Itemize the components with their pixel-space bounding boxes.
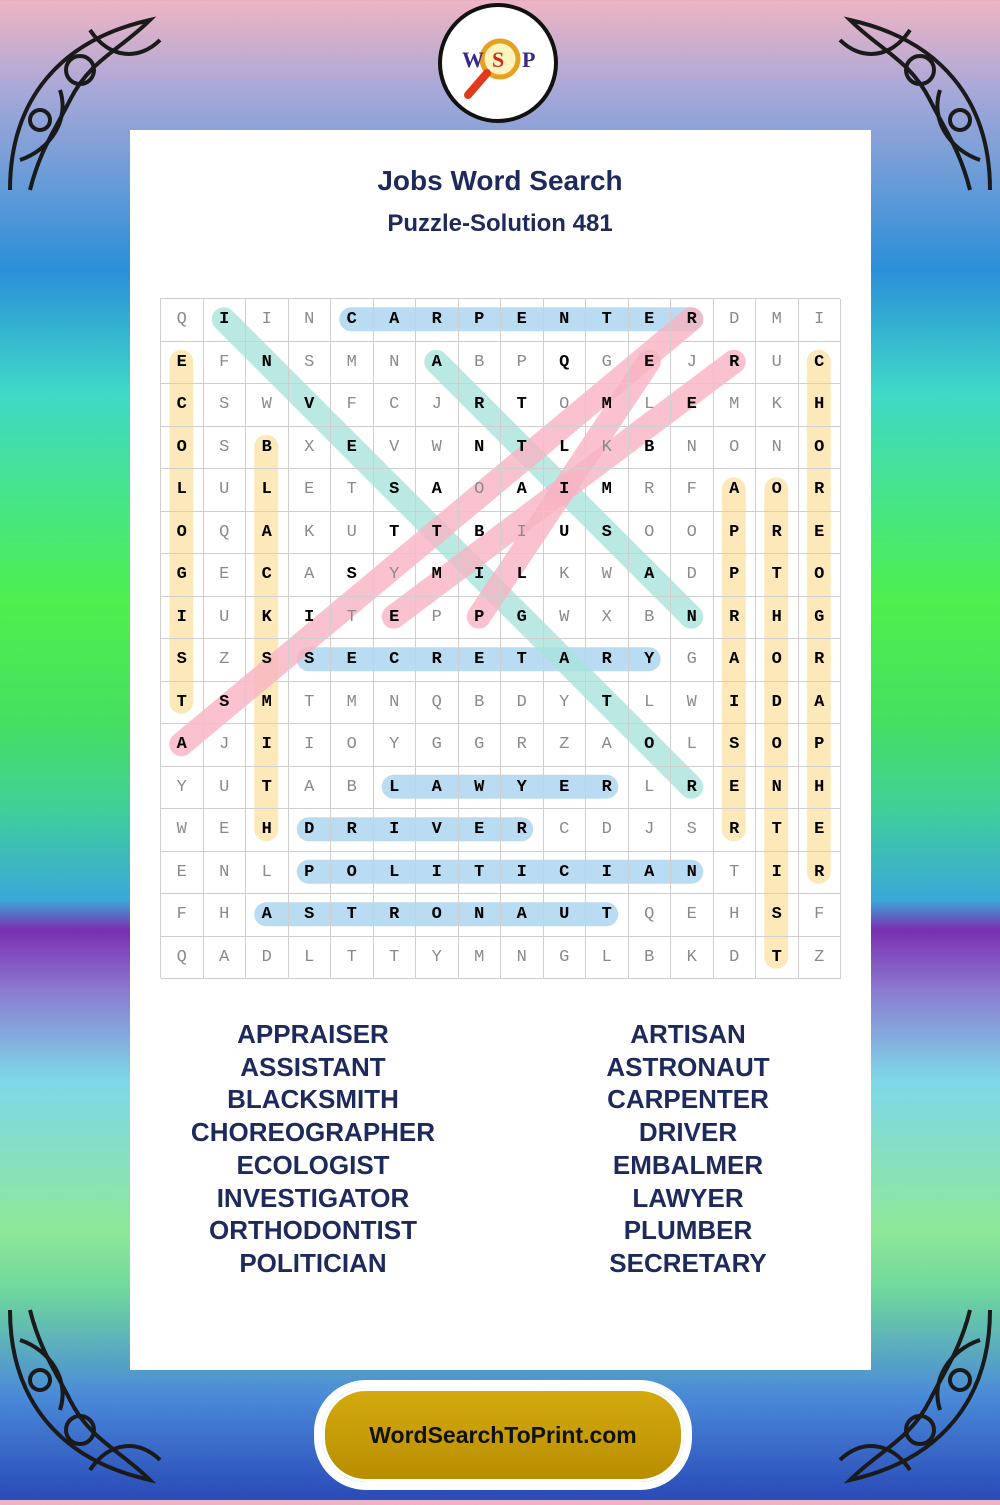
- grid-cell[interactable]: O: [714, 427, 757, 470]
- grid-cell[interactable]: D: [756, 682, 799, 725]
- grid-cell[interactable]: I: [544, 469, 587, 512]
- grid-cell[interactable]: M: [756, 299, 799, 342]
- grid-cell[interactable]: F: [331, 384, 374, 427]
- grid-cell[interactable]: M: [586, 469, 629, 512]
- grid-cell[interactable]: R: [501, 809, 544, 852]
- word-list-item: LAWYER: [632, 1182, 744, 1213]
- wsp-logo[interactable]: [438, 3, 558, 123]
- grid-cell[interactable]: Y: [501, 767, 544, 810]
- grid-cell[interactable]: Y: [161, 767, 204, 810]
- grid-cell[interactable]: J: [629, 809, 672, 852]
- grid-cell[interactable]: T: [374, 937, 417, 980]
- grid-cell[interactable]: D: [714, 937, 757, 980]
- grid-cell[interactable]: R: [501, 724, 544, 767]
- grid-cell[interactable]: O: [331, 852, 374, 895]
- grid-cell[interactable]: Y: [544, 682, 587, 725]
- grid-cell[interactable]: E: [799, 809, 842, 852]
- grid-cell[interactable]: H: [799, 384, 842, 427]
- grid-cell[interactable]: E: [459, 639, 502, 682]
- grid-cell[interactable]: A: [289, 767, 332, 810]
- grid-cell[interactable]: E: [204, 554, 247, 597]
- grid-cell[interactable]: T: [756, 554, 799, 597]
- grid-cell[interactable]: H: [246, 809, 289, 852]
- grid-cell[interactable]: A: [799, 682, 842, 725]
- grid-cell[interactable]: G: [586, 342, 629, 385]
- grid-cell[interactable]: L: [629, 767, 672, 810]
- grid-cell[interactable]: Q: [161, 937, 204, 980]
- grid-cell[interactable]: R: [671, 767, 714, 810]
- grid-cell[interactable]: X: [586, 597, 629, 640]
- word-list-right: [523, 1018, 853, 1280]
- grid-cell[interactable]: A: [161, 724, 204, 767]
- grid-cell[interactable]: S: [714, 724, 757, 767]
- logo-letter-w: W: [462, 47, 484, 72]
- word-list-item: INVESTIGATOR: [216, 1182, 410, 1213]
- grid-cell[interactable]: N: [671, 852, 714, 895]
- grid-cell[interactable]: C: [799, 342, 842, 385]
- grid-cell[interactable]: P: [289, 852, 332, 895]
- grid-cell[interactable]: H: [714, 894, 757, 937]
- grid-cell[interactable]: A: [714, 469, 757, 512]
- grid-cell[interactable]: T: [501, 427, 544, 470]
- grid-cell[interactable]: T: [331, 597, 374, 640]
- grid-cell[interactable]: I: [374, 809, 417, 852]
- grid-cell[interactable]: K: [586, 427, 629, 470]
- grid-cell[interactable]: P: [459, 597, 502, 640]
- grid-cell[interactable]: A: [246, 512, 289, 555]
- word-list-item: DRIVER: [638, 1117, 738, 1148]
- grid-cell[interactable]: E: [374, 597, 417, 640]
- grid-cell[interactable]: S: [289, 342, 332, 385]
- grid-cell[interactable]: N: [501, 937, 544, 980]
- grid-cell[interactable]: A: [501, 469, 544, 512]
- grid-cell[interactable]: S: [289, 639, 332, 682]
- grid-cell[interactable]: J: [204, 724, 247, 767]
- grid-cell[interactable]: G: [799, 597, 842, 640]
- grid-cell[interactable]: A: [416, 342, 459, 385]
- grid-cell[interactable]: D: [289, 809, 332, 852]
- grid-cell[interactable]: P: [714, 554, 757, 597]
- grid-cell[interactable]: L: [544, 427, 587, 470]
- word-list-item: BLACKSMITH: [227, 1084, 399, 1115]
- grid-cell[interactable]: S: [374, 469, 417, 512]
- grid-cell[interactable]: M: [331, 682, 374, 725]
- grid-cell[interactable]: L: [671, 724, 714, 767]
- grid-cell[interactable]: L: [374, 767, 417, 810]
- grid-cell[interactable]: B: [629, 597, 672, 640]
- grid-cell[interactable]: S: [204, 682, 247, 725]
- grid-cell[interactable]: S: [161, 639, 204, 682]
- grid-cell[interactable]: A: [246, 894, 289, 937]
- grid-cell[interactable]: P: [714, 512, 757, 555]
- grid-cell[interactable]: C: [374, 639, 417, 682]
- grid-cell[interactable]: T: [756, 809, 799, 852]
- grid-cell[interactable]: T: [161, 682, 204, 725]
- grid-cell[interactable]: A: [289, 554, 332, 597]
- grid-cell[interactable]: B: [459, 512, 502, 555]
- grid-cell[interactable]: R: [714, 342, 757, 385]
- grid-cell[interactable]: O: [161, 427, 204, 470]
- grid-cell[interactable]: O: [629, 512, 672, 555]
- grid-cell[interactable]: R: [416, 299, 459, 342]
- grid-cell[interactable]: I: [586, 852, 629, 895]
- grid-cell[interactable]: O: [416, 894, 459, 937]
- grid-cell[interactable]: E: [629, 342, 672, 385]
- grid-cell[interactable]: R: [756, 512, 799, 555]
- grid-cell[interactable]: A: [374, 299, 417, 342]
- grid-cell[interactable]: L: [246, 852, 289, 895]
- grid-cell[interactable]: I: [246, 299, 289, 342]
- grid-cell[interactable]: B: [629, 937, 672, 980]
- grid-cell[interactable]: T: [586, 894, 629, 937]
- grid-cell[interactable]: I: [204, 299, 247, 342]
- grid-cell[interactable]: F: [671, 469, 714, 512]
- grid-cell[interactable]: L: [246, 469, 289, 512]
- grid-cell[interactable]: M: [459, 937, 502, 980]
- grid-cell[interactable]: S: [204, 384, 247, 427]
- grid-cell[interactable]: T: [586, 682, 629, 725]
- word-list-item: ECOLOGIST: [236, 1149, 390, 1180]
- grid-cell[interactable]: S: [289, 894, 332, 937]
- grid-cell[interactable]: C: [544, 809, 587, 852]
- grid-cell[interactable]: F: [799, 894, 842, 937]
- word-list-item: CHOREOGRAPHER: [190, 1117, 436, 1148]
- word-list-item: EMBALMER: [612, 1149, 764, 1180]
- grid-cell[interactable]: F: [204, 342, 247, 385]
- grid-cell[interactable]: A: [416, 767, 459, 810]
- grid-cell[interactable]: T: [416, 512, 459, 555]
- grid-cell[interactable]: A: [544, 639, 587, 682]
- grid-cell[interactable]: T: [714, 852, 757, 895]
- grid-cell[interactable]: T: [331, 469, 374, 512]
- grid-cell[interactable]: W: [161, 809, 204, 852]
- grid-cell[interactable]: S: [204, 427, 247, 470]
- grid-cell[interactable]: Z: [544, 724, 587, 767]
- logo-letter-s: S: [492, 47, 505, 72]
- grid-cell[interactable]: O: [459, 469, 502, 512]
- word-list-item: SECRETARY: [609, 1247, 767, 1278]
- word-list-item: POLITICIAN: [239, 1247, 387, 1278]
- grid-cell[interactable]: U: [544, 512, 587, 555]
- grid-cell[interactable]: T: [501, 384, 544, 427]
- grid-cell[interactable]: T: [331, 937, 374, 980]
- page-subtitle: Puzzle-Solution 481: [387, 210, 613, 237]
- grid-cell[interactable]: E: [714, 767, 757, 810]
- grid-cell[interactable]: I: [289, 597, 332, 640]
- grid-cell[interactable]: Y: [629, 639, 672, 682]
- grid-cell[interactable]: B: [246, 427, 289, 470]
- grid-cell[interactable]: T: [289, 682, 332, 725]
- grid-cell[interactable]: D: [586, 809, 629, 852]
- grid-cell[interactable]: L: [161, 469, 204, 512]
- grid-cell[interactable]: S: [671, 809, 714, 852]
- grid-cell[interactable]: B: [459, 342, 502, 385]
- grid-cell[interactable]: Z: [204, 639, 247, 682]
- grid-cell[interactable]: R: [331, 809, 374, 852]
- grid-cell[interactable]: N: [289, 299, 332, 342]
- grid-cell[interactable]: G: [416, 724, 459, 767]
- grid-cell[interactable]: R: [799, 469, 842, 512]
- grid-cell[interactable]: A: [586, 724, 629, 767]
- grid-cell[interactable]: U: [544, 894, 587, 937]
- grid-cell[interactable]: L: [289, 937, 332, 980]
- grid-cell[interactable]: G: [544, 937, 587, 980]
- grid-cell[interactable]: E: [671, 894, 714, 937]
- grid-cell[interactable]: D: [501, 682, 544, 725]
- grid-cell[interactable]: I: [714, 682, 757, 725]
- grid-cell[interactable]: G: [161, 554, 204, 597]
- grid-cell[interactable]: C: [161, 384, 204, 427]
- grid-cell[interactable]: C: [374, 384, 417, 427]
- grid-cell[interactable]: N: [374, 342, 417, 385]
- grid-cell[interactable]: K: [246, 597, 289, 640]
- grid-cell[interactable]: M: [331, 342, 374, 385]
- grid-cell[interactable]: V: [416, 809, 459, 852]
- grid-cell[interactable]: T: [246, 767, 289, 810]
- site-link-button[interactable]: WordSearchToPrint.com: [322, 1388, 684, 1482]
- grid-cell[interactable]: V: [374, 427, 417, 470]
- grid-cell[interactable]: P: [501, 342, 544, 385]
- grid-cell[interactable]: I: [459, 554, 502, 597]
- letter-grid: [160, 298, 840, 978]
- grid-cell[interactable]: J: [416, 384, 459, 427]
- grid-cell[interactable]: O: [331, 724, 374, 767]
- grid-cell[interactable]: A: [204, 937, 247, 980]
- grid-cell[interactable]: N: [671, 597, 714, 640]
- grid-cell[interactable]: Q: [416, 682, 459, 725]
- grid-cell[interactable]: W: [416, 427, 459, 470]
- grid-cell[interactable]: D: [714, 299, 757, 342]
- grid-cell[interactable]: A: [629, 852, 672, 895]
- grid-cell[interactable]: R: [629, 469, 672, 512]
- word-list-item: CARPENTER: [607, 1084, 769, 1115]
- grid-cell[interactable]: O: [756, 469, 799, 512]
- grid-cell[interactable]: U: [204, 469, 247, 512]
- grid-cell[interactable]: I: [289, 724, 332, 767]
- grid-cell[interactable]: Z: [799, 937, 842, 980]
- grid-cell[interactable]: E: [799, 512, 842, 555]
- grid-cell[interactable]: N: [246, 342, 289, 385]
- grid-cell[interactable]: H: [756, 597, 799, 640]
- grid-cell[interactable]: W: [459, 767, 502, 810]
- page-title: Jobs Word Search: [377, 165, 623, 196]
- grid-cell[interactable]: G: [671, 639, 714, 682]
- magnifier-logo-icon: [442, 7, 554, 119]
- grid-cell[interactable]: R: [671, 299, 714, 342]
- word-list-item: APPRAISER: [237, 1019, 389, 1049]
- grid-cell[interactable]: E: [289, 469, 332, 512]
- grid-cell[interactable]: E: [544, 767, 587, 810]
- grid-cell[interactable]: I: [246, 724, 289, 767]
- grid-cell[interactable]: K: [289, 512, 332, 555]
- grid-cell[interactable]: W: [246, 384, 289, 427]
- grid-cell[interactable]: A: [416, 469, 459, 512]
- grid-cell[interactable]: L: [501, 554, 544, 597]
- grid-cell[interactable]: A: [714, 639, 757, 682]
- grid-cell[interactable]: S: [586, 512, 629, 555]
- grid-cell[interactable]: D: [671, 554, 714, 597]
- grid-cell[interactable]: B: [629, 427, 672, 470]
- grid-cell[interactable]: E: [161, 852, 204, 895]
- word-list-left: [148, 1018, 478, 1280]
- grid-cell[interactable]: O: [544, 384, 587, 427]
- grid-cell[interactable]: A: [501, 894, 544, 937]
- grid-cell[interactable]: T: [756, 937, 799, 980]
- grid-cell[interactable]: T: [501, 639, 544, 682]
- grid-cell[interactable]: E: [161, 342, 204, 385]
- grid-cell[interactable]: O: [629, 724, 672, 767]
- grid-cell[interactable]: R: [586, 767, 629, 810]
- grid-cell[interactable]: J: [671, 342, 714, 385]
- grid-cell[interactable]: B: [331, 767, 374, 810]
- word-list-item: PLUMBER: [623, 1215, 753, 1246]
- grid-cell[interactable]: N: [756, 767, 799, 810]
- grid-cell[interactable]: Q: [544, 342, 587, 385]
- grid-cell[interactable]: C: [246, 554, 289, 597]
- word-list-item: ARTISAN: [630, 1019, 746, 1049]
- grid-cell[interactable]: N: [374, 682, 417, 725]
- grid-cell[interactable]: P: [416, 597, 459, 640]
- grid-cell[interactable]: M: [714, 384, 757, 427]
- grid-cell[interactable]: E: [671, 384, 714, 427]
- grid-cell[interactable]: M: [586, 384, 629, 427]
- grid-cell[interactable]: F: [161, 894, 204, 937]
- grid-cell[interactable]: T: [586, 299, 629, 342]
- grid-cell[interactable]: T: [374, 512, 417, 555]
- grid-cell[interactable]: I: [501, 852, 544, 895]
- grid-cell[interactable]: I: [501, 512, 544, 555]
- grid-cell[interactable]: N: [459, 894, 502, 937]
- grid-cell[interactable]: M: [246, 682, 289, 725]
- grid-cell[interactable]: N: [544, 299, 587, 342]
- grid-cell[interactable]: R: [714, 597, 757, 640]
- grid-cell[interactable]: L: [629, 682, 672, 725]
- grid-cell[interactable]: K: [756, 384, 799, 427]
- grid-cell[interactable]: R: [459, 384, 502, 427]
- grid-cell[interactable]: R: [714, 809, 757, 852]
- grid-cell[interactable]: Q: [629, 894, 672, 937]
- grid-cell[interactable]: Y: [374, 724, 417, 767]
- grid-cell[interactable]: K: [544, 554, 587, 597]
- grid-cell[interactable]: C: [331, 299, 374, 342]
- grid-cell[interactable]: L: [586, 937, 629, 980]
- grid-cell[interactable]: N: [459, 427, 502, 470]
- grid-cell[interactable]: N: [204, 852, 247, 895]
- grid-cell[interactable]: S: [331, 554, 374, 597]
- logo-letter-p: P: [522, 47, 536, 72]
- grid-cell[interactable]: N: [756, 427, 799, 470]
- grid-cell[interactable]: Q: [161, 299, 204, 342]
- grid-cell[interactable]: M: [416, 554, 459, 597]
- grid-cell[interactable]: K: [671, 937, 714, 980]
- grid-cell[interactable]: O: [161, 512, 204, 555]
- grid-cell[interactable]: Y: [374, 554, 417, 597]
- grid-cell[interactable]: D: [246, 937, 289, 980]
- grid-cell[interactable]: B: [459, 682, 502, 725]
- grid-cell[interactable]: R: [799, 852, 842, 895]
- grid-cell[interactable]: E: [629, 299, 672, 342]
- grid-cell[interactable]: U: [204, 597, 247, 640]
- grid-cell[interactable]: E: [501, 299, 544, 342]
- grid-cell[interactable]: U: [331, 512, 374, 555]
- grid-cell[interactable]: L: [374, 852, 417, 895]
- word-search-grid: [160, 298, 840, 978]
- grid-cell[interactable]: P: [459, 299, 502, 342]
- grid-cell[interactable]: G: [459, 724, 502, 767]
- grid-cell[interactable]: S: [246, 639, 289, 682]
- grid-cell[interactable]: I: [756, 852, 799, 895]
- grid-cell[interactable]: R: [799, 639, 842, 682]
- grid-cell[interactable]: N: [671, 427, 714, 470]
- grid-cell[interactable]: G: [501, 597, 544, 640]
- grid-cell[interactable]: W: [586, 554, 629, 597]
- grid-cell[interactable]: V: [289, 384, 332, 427]
- grid-cell[interactable]: I: [161, 597, 204, 640]
- grid-cell[interactable]: T: [331, 894, 374, 937]
- grid-cell[interactable]: O: [671, 512, 714, 555]
- grid-cell[interactable]: R: [374, 894, 417, 937]
- grid-cell[interactable]: O: [799, 427, 842, 470]
- word-list-item: ASSISTANT: [240, 1051, 386, 1082]
- grid-cell[interactable]: A: [629, 554, 672, 597]
- grid-cell[interactable]: Y: [416, 937, 459, 980]
- grid-cell[interactable]: O: [756, 639, 799, 682]
- grid-cell[interactable]: U: [204, 767, 247, 810]
- grid-cell[interactable]: E: [459, 809, 502, 852]
- word-list-item: ASTRONAUT: [606, 1051, 770, 1082]
- grid-cell[interactable]: P: [799, 724, 842, 767]
- grid-cell[interactable]: R: [586, 639, 629, 682]
- grid-cell[interactable]: T: [459, 852, 502, 895]
- grid-cell[interactable]: S: [756, 894, 799, 937]
- grid-cell[interactable]: L: [629, 384, 672, 427]
- grid-cell[interactable]: I: [416, 852, 459, 895]
- grid-cell[interactable]: W: [544, 597, 587, 640]
- grid-cell[interactable]: C: [544, 852, 587, 895]
- grid-cell[interactable]: E: [204, 809, 247, 852]
- grid-cell[interactable]: O: [799, 554, 842, 597]
- grid-cell[interactable]: E: [331, 639, 374, 682]
- grid-cell[interactable]: H: [799, 767, 842, 810]
- grid-cell[interactable]: I: [799, 299, 842, 342]
- grid-cell[interactable]: R: [416, 639, 459, 682]
- grid-cell[interactable]: W: [671, 682, 714, 725]
- grid-cell[interactable]: U: [756, 342, 799, 385]
- word-list-item: ORTHODONTIST: [209, 1215, 417, 1246]
- grid-cell[interactable]: Q: [204, 512, 247, 555]
- grid-cell[interactable]: E: [331, 427, 374, 470]
- grid-cell[interactable]: O: [756, 724, 799, 767]
- grid-cell[interactable]: X: [289, 427, 332, 470]
- grid-cell[interactable]: H: [204, 894, 247, 937]
